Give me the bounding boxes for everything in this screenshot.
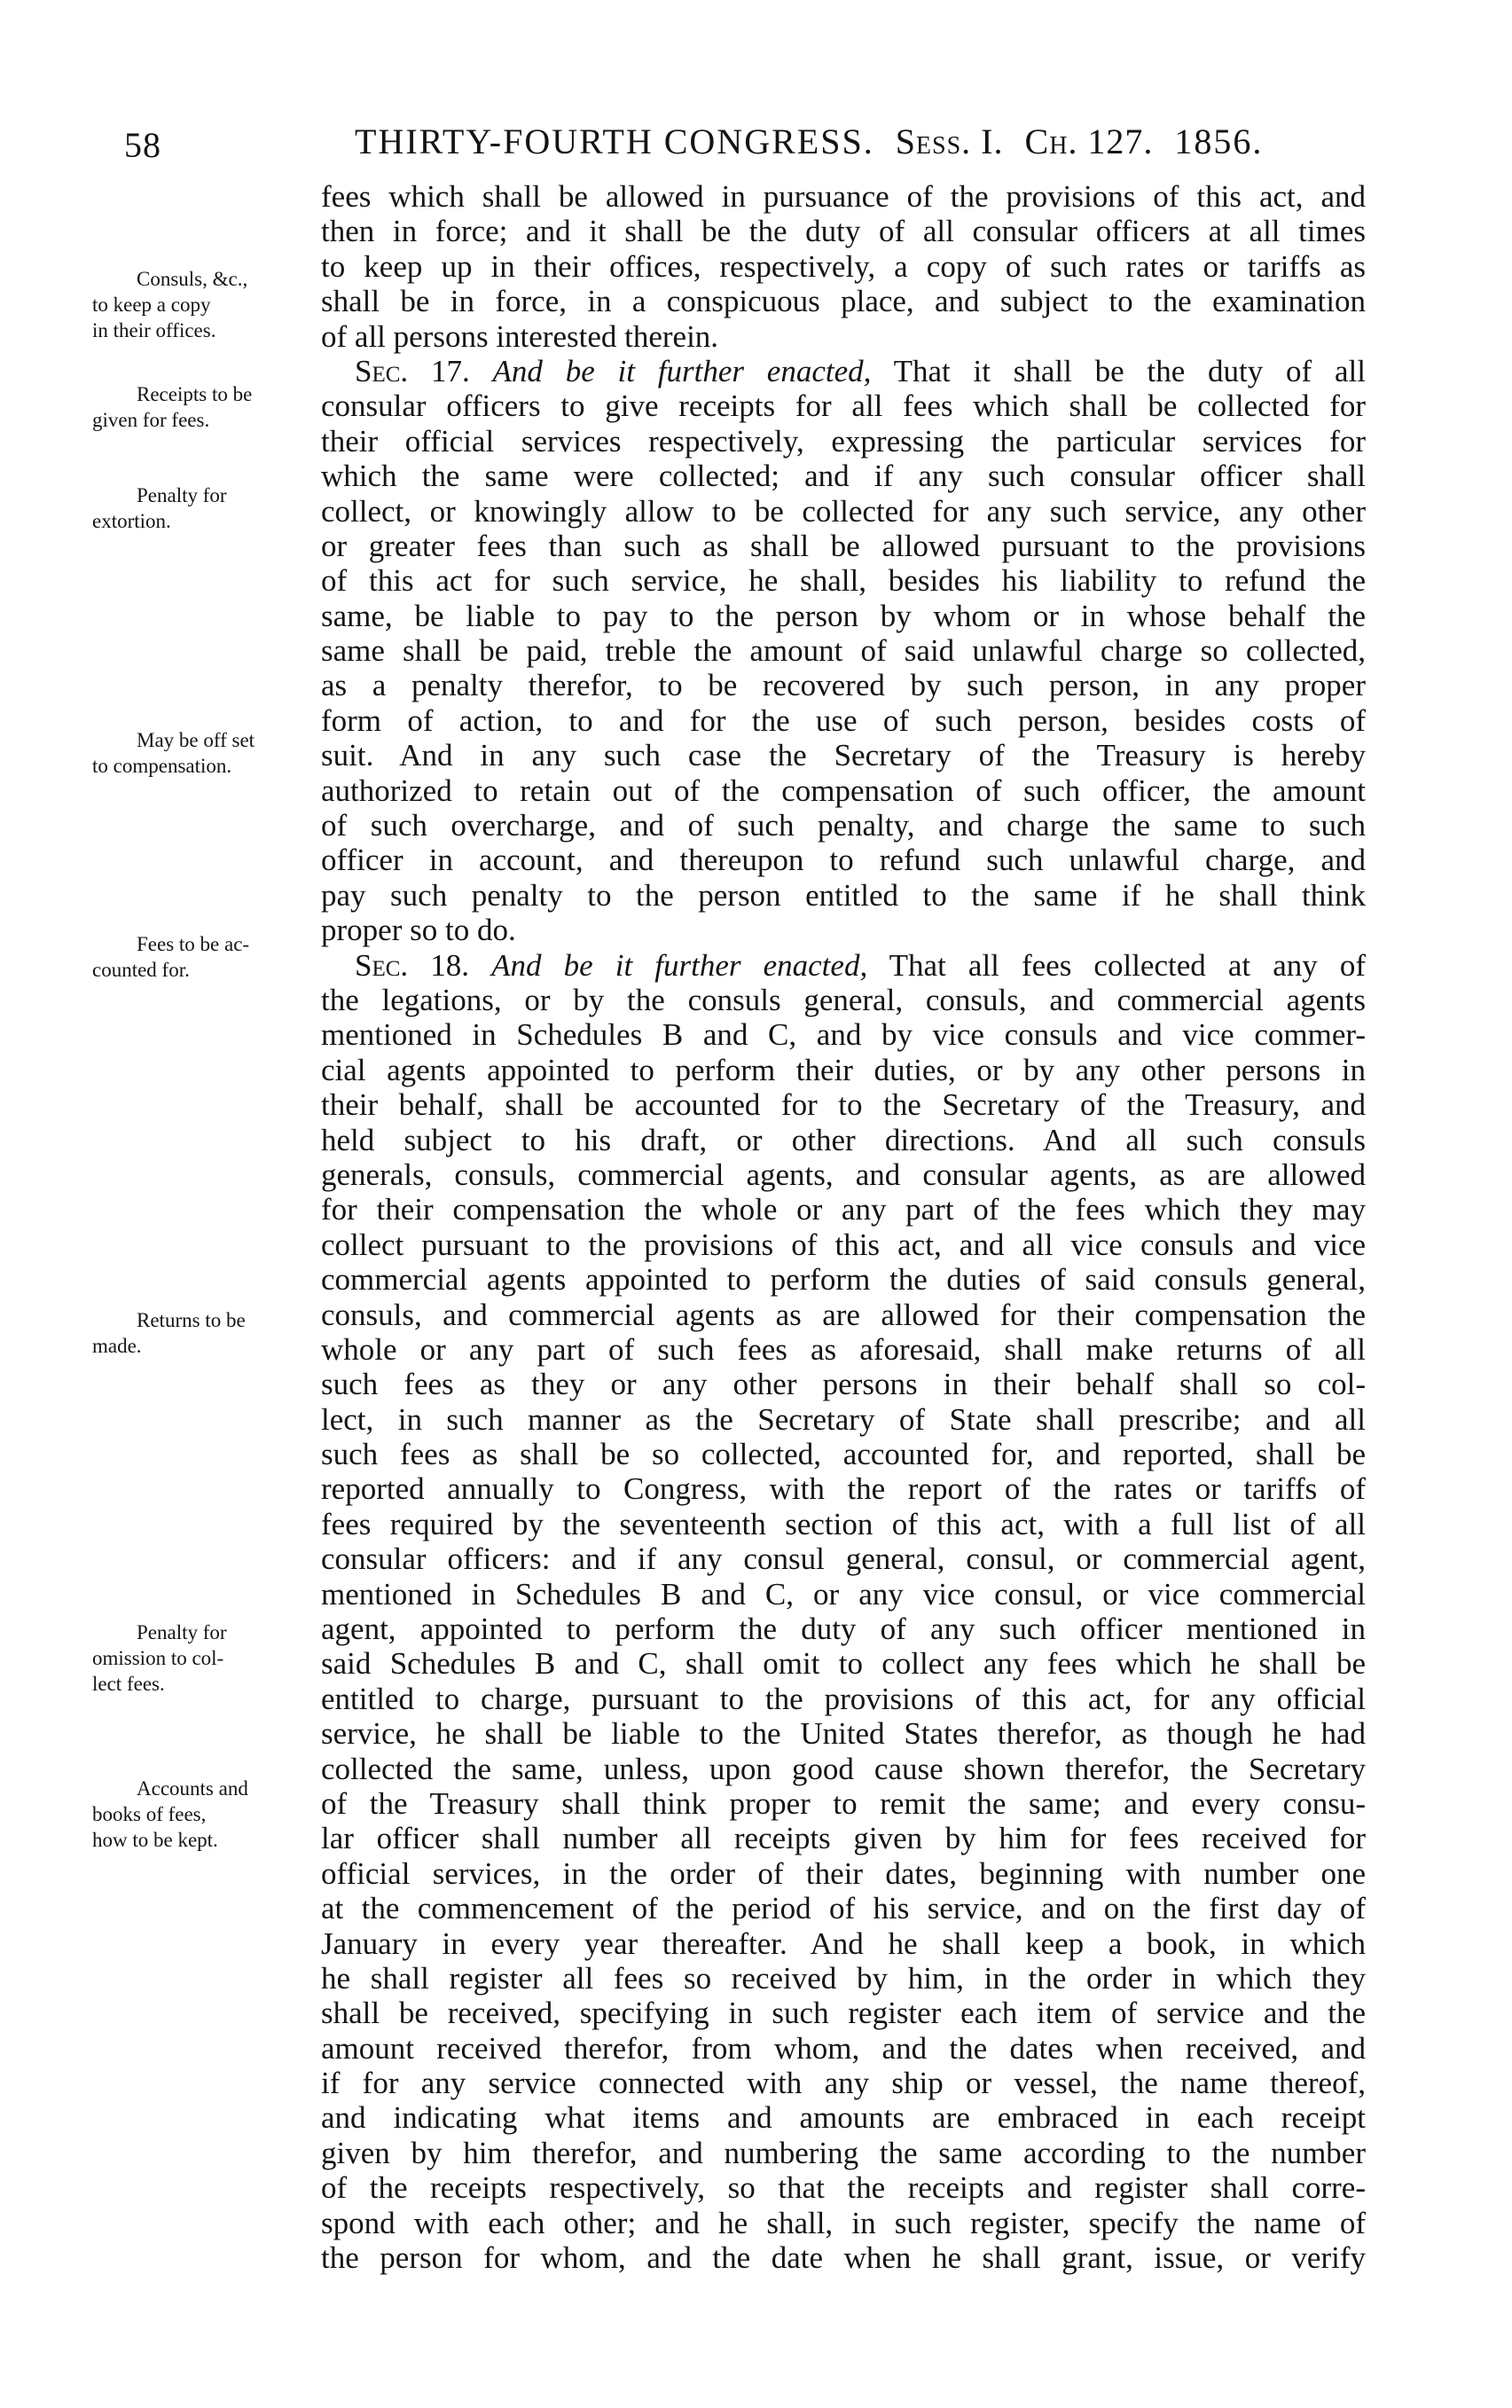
marginal-note-line: Accounts and [137,1777,248,1800]
marginal-note-line: how to be kept. [92,1829,218,1851]
text-line: such fees as they or any other persons in their behalf shall so col- [321,1367,1366,1402]
text-line: which the same were collected; and if any such consular officer shall [321,459,1366,494]
marginal-note-line: in their offices. [92,319,216,341]
text-line: authorized to retain out of the compensation of such officer, the amount [321,773,1366,808]
text-line: he shall register all fees so received by him, in the order in which they [321,1960,1366,1996]
text-line: reported annually to Congress, with the report of the rates or tariffs of [321,1471,1366,1507]
marginal-note-fees-accounted [92,931,314,983]
text-line: same, be liable to pay to the person by whom or in whose behalf the [321,598,1366,633]
text-line: form of action, to and for the use of such person, besides costs of [321,702,1366,738]
section-17-label: Sec. 17. [355,353,470,388]
text-line: to keep up in their offices, respectively, a copy of such rates or tariffs as [321,248,1366,284]
text-line: of the Treasury shall think proper to remit the same; and every consu- [321,1785,1366,1821]
marginal-note-line: omission to col- [92,1647,224,1669]
page-number: 58 [124,125,161,165]
section-18-text: That all fees collected at any of [889,947,1366,983]
text-line: at the commencement of the period of his service, and on the first day of [321,1891,1366,1926]
text-line: fees which shall be allowed in pursuance of the provisions of this act, and [321,179,1366,214]
text-line: commercial agents appointed to perform the duties of said consuls general, [321,1262,1366,1298]
text-line: spond with each other; and he shall, in such register, specify the name of [321,2205,1366,2240]
marginal-note-line: Receipts to be [137,383,253,405]
text-line: cial agents appointed to perform their duties, or by any other persons in [321,1052,1366,1087]
marginal-note-extortion [92,482,314,534]
text-line: January in every year thereafter. And he shall keep a book, in which [321,1926,1366,1961]
text-line: given by him therefor, and numbering the same according to the number [321,2135,1366,2170]
text-line: service, he shall be liable to the United States therefor, as though he had [321,1716,1366,1752]
text-line: same shall be paid, treble the amount of said unlawful charge so collected, [321,633,1366,669]
text-line: shall be in force, in a conspicuous place, and subject to the examination [321,284,1366,319]
text-line: amount received therefor, from whom, and the dates when received, and [321,2030,1366,2066]
text-line: suit. And in any such case the Secretary of the Treasury is hereby [321,738,1366,773]
marginal-note-line: books of fees, [92,1803,207,1825]
section-17-opening [321,354,1366,388]
text-line: proper so to do. [321,913,516,948]
text-line: and indicating what items and amounts are embraced in each receipt [321,2100,1366,2136]
running-header [0,115,1512,169]
text-line: mentioned in Schedules B and C, and by vice consuls and vice commer- [321,1017,1366,1053]
marginal-note-line: lect fees. [92,1673,165,1695]
marginal-note-line: counted for. [92,959,190,981]
text-line: consular officers: and if any consul general, consul, or commercial agent, [321,1541,1366,1577]
text-line: then in force; and it shall be the duty of all consular officers at all times [321,214,1366,249]
marginal-note-accounts-books [92,1776,314,1853]
marginal-note-line: made. [92,1335,142,1357]
text-line: or greater fees than such as shall be allowed pursuant to the provisions [321,528,1366,563]
marginal-note-line: Returns to be [137,1309,246,1331]
text-line: of such overcharge, and of such penalty, and charge the same to such [321,808,1366,843]
text-line: said Schedules B and C, shall omit to collect any fees which he shall be [321,1646,1366,1682]
marginal-note-offset [92,727,314,779]
marginal-note-line: extortion. [92,510,171,532]
text-line: shall be received, specifying in such register each item of service and the [321,1996,1366,2031]
marginal-note-line: Fees to be ac- [137,933,250,955]
text-line: held subject to his draft, or other directions. And all such consuls [321,1122,1366,1157]
text-line: lect, in such manner as the Secretary of State shall prescribe; and all [321,1401,1366,1437]
text-line: of this act for such service, he shall, besides his liability to refund the [321,563,1366,599]
text-line: such fees as shall be so collected, accounted for, and reported, shall be [321,1437,1366,1472]
chapter-label: Ch. 127. [1024,122,1154,161]
text-line: their behalf, shall be accounted for to the Secretary of the Treasury, and [321,1087,1366,1123]
marginal-note-line: given for fees. [92,409,210,431]
text-line: fees required by the seventeenth section of this act, with a full list of all [321,1506,1366,1541]
section-17-enacting-clause: And be it further enacted, [492,353,872,388]
marginal-note-line: to keep a copy [92,294,211,316]
text-line: if for any service connected with any ship or vessel, the name thereof, [321,2066,1366,2101]
text-line: the legations, or by the consuls general, consuls, and commercial agents [321,982,1366,1017]
section-18-enacting-clause: And be it further enacted, [491,947,868,983]
text-line: for their compensation the whole or any part of the fees which they may [321,1192,1366,1228]
marginal-note-receipts [92,381,314,433]
text-line: of all persons interested therein. [321,318,719,354]
statute-body-text [321,179,1366,2310]
text-line: entitled to charge, pursuant to the provisions of this act, for any official [321,1681,1366,1716]
section-18-label: Sec. 18. [355,947,470,983]
text-line: collect, or knowingly allow to be collected for any such service, any other [321,493,1366,529]
text-line: their official services respectively, expressing the particular services for [321,423,1366,459]
text-line: lar officer shall number all receipts given by him for fees received for [321,1821,1366,1856]
marginal-note-line: May be off set [137,729,255,751]
marginal-note-omission [92,1620,314,1697]
marginal-note-line: Penalty for [137,484,227,506]
section-17-text: That it shall be the duty of all [893,353,1366,388]
text-line: consular officers to give receipts for all fees which shall be collected for [321,388,1366,424]
text-line: of the receipts respectively, so that the receipts and register shall corre- [321,2170,1366,2206]
text-line: pay such penalty to the person entitled to the same if he shall think [321,877,1366,913]
text-line: officer in account, and thereupon to refund such unlawful charge, and [321,843,1366,878]
marginal-note-line: to compensation. [92,755,232,777]
text-line: official services, in the order of their dates, beginning with number one [321,1855,1366,1891]
marginal-note-line: Consuls, &c., [137,268,248,290]
marginal-note-returns [92,1307,314,1359]
marginal-note-line: Penalty for [137,1621,227,1643]
text-line: generals, consuls, commercial agents, and consular agents, as are allowed [321,1157,1366,1192]
text-line: mentioned in Schedules B and C, or any vice consul, or vice commercial [321,1576,1366,1612]
text-line: collected the same, unless, upon good cause shown therefor, the Secretary [321,1751,1366,1786]
text-line: as a penalty therefor, to be recovered by such person, in any proper [321,668,1366,703]
marginal-note-consuls-copy [92,266,314,343]
year-label: 1856. [1174,122,1264,161]
section-18-opening [321,948,1366,983]
congress-title: THIRTY-FOURTH CONGRESS. [355,122,874,161]
text-line: collect pursuant to the provisions of this act, and all vice consuls and vice [321,1227,1366,1262]
text-line: whole or any part of such fees as aforesaid, shall make returns of all [321,1331,1366,1367]
text-line [321,2275,1366,2310]
text-line: agent, appointed to perform the duty of any such officer mentioned in [321,1612,1366,1647]
session-label: Sess. I. [895,122,1004,161]
text-line: consuls, and commercial agents as are allowed for their compensation the [321,1297,1366,1332]
running-head-title [355,121,1263,162]
text-line: the person for whom, and the date when he shall grant, issue, or verify [321,2240,1366,2276]
